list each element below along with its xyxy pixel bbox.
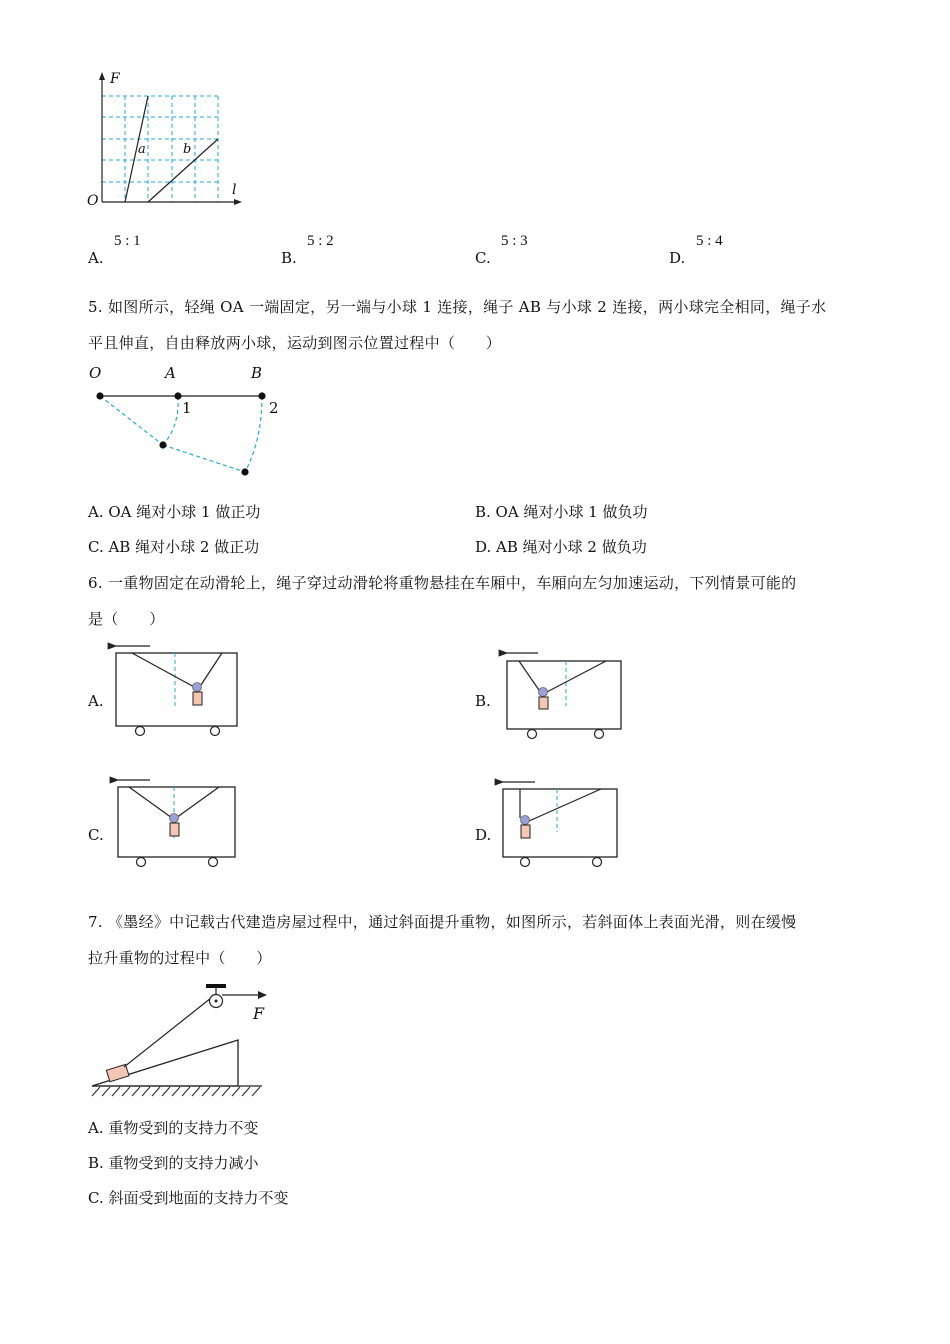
q7-option-c[interactable]: C. 斜面受到地面的支持力不变 <box>88 1189 289 1207</box>
q4-option-b-value: 5 : 2 <box>307 233 334 249</box>
q4-y-axis-label: F <box>110 71 120 87</box>
q5-point-a-label: A <box>165 364 176 382</box>
q5-stem-line-2: 平且伸直，自由释放两小球，运动到图示位置过程中（ ） <box>88 334 502 352</box>
q7-stem-line-2: 拉升重物的过程中（ ） <box>88 949 272 967</box>
q7-option-a[interactable]: A. 重物受到的支持力不变 <box>88 1119 259 1137</box>
q4-option-d-value: 5 : 4 <box>696 233 723 249</box>
q5-stem-line-1: 5. 如图所示，轻绳 OA 一端固定，另一端与小球 1 连接，绳子 AB 与小球 2 连接，两小球完全相同，绳子水 <box>88 298 827 316</box>
q5-option-b[interactable]: B. OA 绳对小球 1 做负功 <box>475 503 648 521</box>
q4-option-a-value: 5 : 1 <box>114 233 141 249</box>
q4-origin-label: O <box>87 193 99 209</box>
q5-option-a[interactable]: A. OA 绳对小球 1 做正功 <box>88 503 261 521</box>
q6-stem-line-1: 6. 一重物固定在动滑轮上，绳子穿过动滑轮将重物悬挂在车厢中，车厢向左匀加速运动，下列情景可能的 <box>88 574 797 592</box>
q5-point-o-label: O <box>89 364 102 382</box>
q4-line-a-label: a <box>138 142 146 157</box>
q6-option-b[interactable]: B. <box>475 692 491 710</box>
q5-option-d[interactable]: D. AB 绳对小球 2 做负功 <box>475 538 647 556</box>
q6-option-a[interactable]: A. <box>88 692 104 710</box>
q7-option-b[interactable]: B. 重物受到的支持力减小 <box>88 1154 259 1172</box>
q4-option-a-letter[interactable]: A. <box>88 249 104 267</box>
q4-x-axis-label: l <box>232 182 237 198</box>
q5-ball-2-label: 2 <box>269 399 279 417</box>
q4-option-b-letter[interactable]: B. <box>281 249 297 267</box>
q4-option-d-letter[interactable]: D. <box>669 249 686 267</box>
q4-option-c-value: 5 : 3 <box>501 233 528 249</box>
q5-option-c[interactable]: C. AB 绳对小球 2 做正功 <box>88 538 260 556</box>
q6-option-c[interactable]: C. <box>88 826 104 844</box>
q7-stem-line-1: 7. 《墨经》中记载古代建造房屋过程中，通过斜面提升重物，如图所示，若斜面体上表面光滑，则在缓慢 <box>88 913 797 931</box>
q5-point-b-label: B <box>251 364 263 382</box>
q4-option-c-letter[interactable]: C. <box>475 249 491 267</box>
q6-stem-line-2: 是（ ） <box>88 610 165 628</box>
q5-ball-1-label: 1 <box>182 399 192 417</box>
q6-option-d[interactable]: D. <box>475 826 492 844</box>
q7-force-label: F <box>253 1004 265 1023</box>
q4-line-b-label: b <box>183 142 192 157</box>
